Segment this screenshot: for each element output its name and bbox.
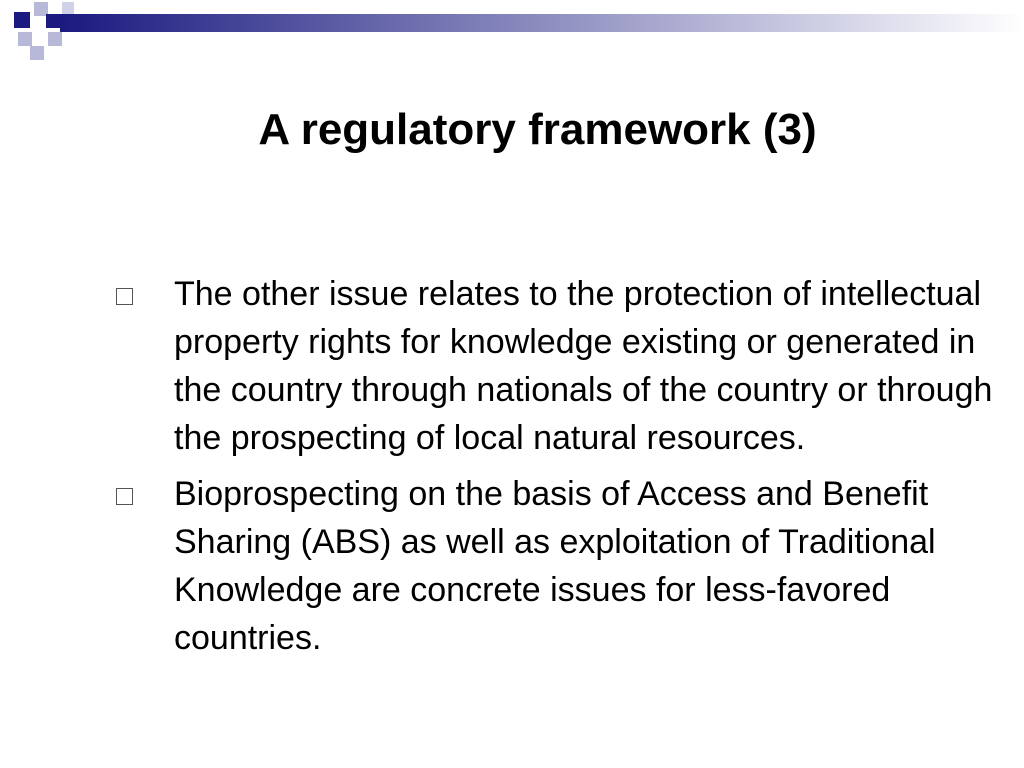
header-square-light-4	[30, 46, 44, 60]
bullet-text: Bioprospecting on the basis of Access and Benefit Sharing (ABS) as well as exploitation of Traditional Knowledge are concrete issues for less-favored countries.	[174, 475, 936, 657]
header-square-dark-2	[46, 14, 60, 28]
hollow-square-bullet-icon	[116, 288, 133, 305]
header-square-light-3	[48, 32, 62, 46]
header-square-light-5	[62, 2, 74, 14]
header-gradient-bar	[60, 14, 1024, 32]
hollow-square-bullet-icon	[116, 488, 133, 505]
slide-title: A regulatory framework (3)	[258, 105, 817, 154]
header-square-dark-1	[14, 12, 30, 28]
bullet-text: The other issue relates to the protection of intellectual property rights for knowledge existing or generated in the country through nationals of the country or through the prospecting of local natural resources.	[174, 275, 993, 457]
header-square-light-2	[18, 32, 32, 46]
bullet-item	[0, 470, 1014, 662]
bullet-item	[0, 270, 1014, 462]
bullet-list	[0, 270, 1024, 670]
